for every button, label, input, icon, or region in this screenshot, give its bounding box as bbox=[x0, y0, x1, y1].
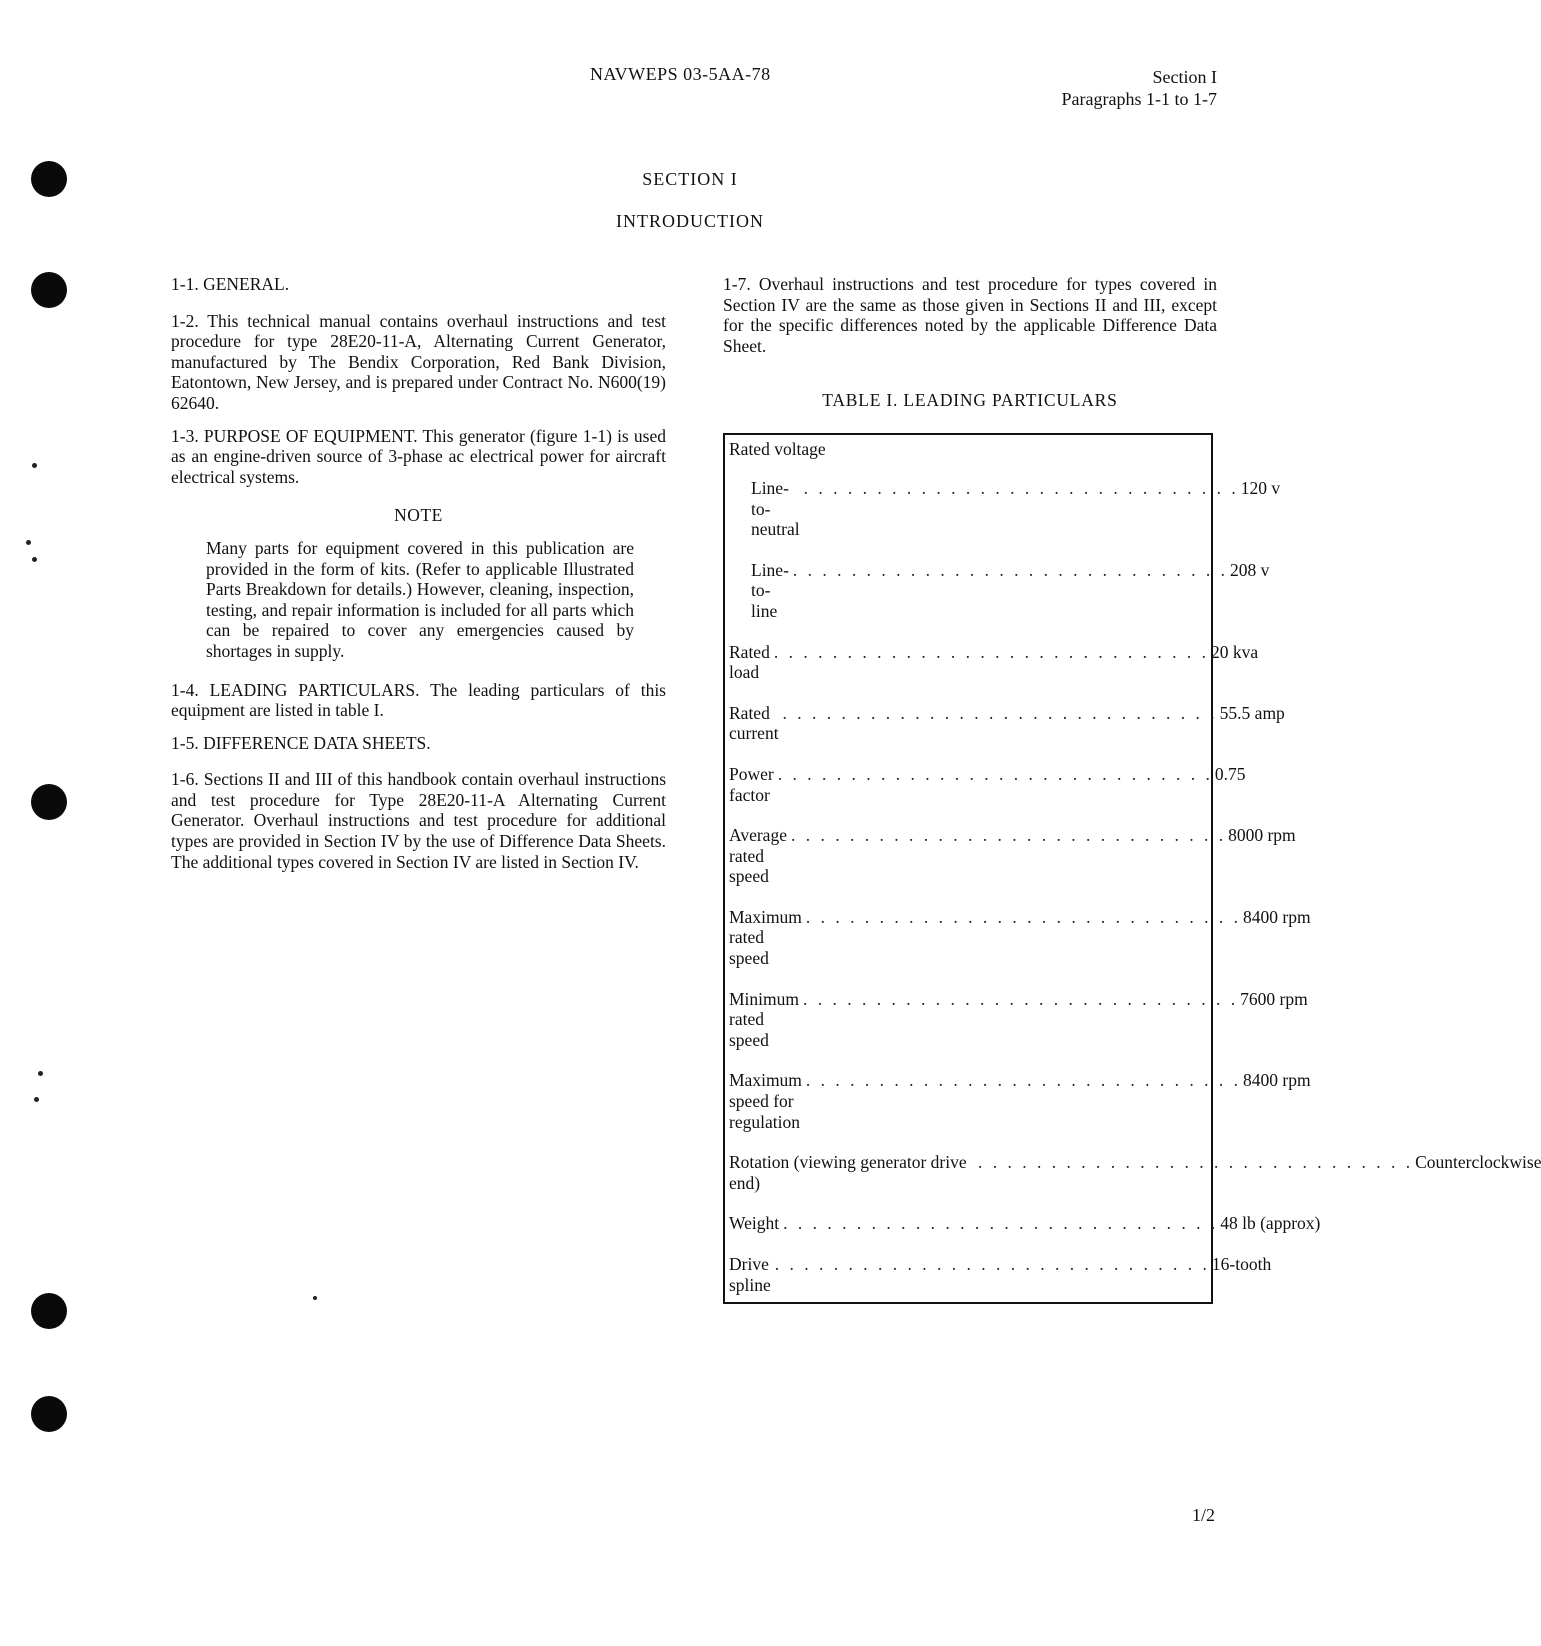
table-row-label: Maximum speed for regulation bbox=[729, 1070, 802, 1132]
table-row bbox=[729, 763, 1246, 805]
table-row-label: Weight bbox=[729, 1213, 780, 1234]
table-row bbox=[729, 641, 1259, 683]
table-row-label: Drive spline bbox=[729, 1254, 771, 1295]
right-column bbox=[723, 274, 1541, 1304]
paragraph-1-1: 1-1. GENERAL. bbox=[171, 274, 290, 294]
scan-speck bbox=[32, 463, 37, 468]
scan-speck bbox=[38, 1071, 43, 1076]
table-row-value: 8000 rpm bbox=[1228, 825, 1296, 846]
document-number: NAVWEPS 03-5AA-78 bbox=[590, 64, 771, 84]
punch-hole bbox=[31, 1396, 67, 1432]
table-row-value: 208 v bbox=[1230, 559, 1270, 580]
leader-dots: . . . . . . . . . . . . . . . . . . . . . . . . . . . . . . bbox=[803, 988, 1239, 1009]
leader-dots: . . . . . . . . . . . . . . . . . . . . . . . . . . . . . . bbox=[805, 1070, 1242, 1091]
table-row-label-cell bbox=[729, 989, 1238, 1051]
leader-dots: . . . . . . . . . . . . . . . . . . . . . . . . . . . . . . bbox=[805, 906, 1242, 927]
scan-speck bbox=[32, 557, 37, 562]
table-row-value: 120 v bbox=[1240, 477, 1281, 498]
paragraph-range: Paragraphs 1-1 to 1-7 bbox=[1061, 89, 1217, 109]
section-label: Section I bbox=[1152, 67, 1217, 87]
table-group-label: Rated voltage bbox=[729, 438, 826, 459]
table-row-value: 8400 rpm bbox=[1243, 1070, 1311, 1091]
table-row bbox=[729, 1213, 1321, 1234]
punch-hole bbox=[31, 1293, 67, 1329]
leader-dots: . . . . . . . . . . . . . . . . . . . . . . . . . . . . . . bbox=[792, 559, 1229, 580]
table-row-label: Rated current bbox=[729, 702, 779, 744]
leader-dots: . . . . . . . . . . . . . . . . . . . . . . . . . . . . . . bbox=[773, 641, 1209, 662]
table-row bbox=[729, 825, 1296, 887]
table-row-label-cell bbox=[729, 1254, 1210, 1295]
table-row-label-cell bbox=[729, 703, 1218, 744]
leading-particulars-table bbox=[723, 433, 1541, 1304]
table-row-value: 48 lb (approx) bbox=[1220, 1213, 1321, 1234]
punch-hole bbox=[31, 784, 67, 820]
leader-dots: . . . . . . . . . . . . . . . . . . . . . . . . . . . . . . bbox=[777, 763, 1213, 784]
paragraph-1-2: 1-2. This technical manual contains overhaul instructions and test procedure for type 28E20-11-A, Alternating Current Generator, manufactured by The Bendix Corporation, Red Bank Division, Eatontown, New Jersey, and is prepared under Contract No. N600(19) 62640. bbox=[171, 310, 666, 413]
table-row-label-cell bbox=[729, 1070, 1241, 1132]
leader-dots: . . . . . . . . . . . . . . . . . . . . . . . . . . . . . . bbox=[774, 1254, 1210, 1275]
table-row-value: 7600 rpm bbox=[1240, 988, 1308, 1009]
leader-dots: . . . . . . . . . . . . . . . . . . . . . . . . . . . . . . bbox=[783, 1213, 1219, 1234]
note-text: Many parts for equipment covered in this publication are provided in the form of kits. (Refer to applicable Illustrated Parts Breakdown for details.) However, cleaning, inspection, testing, and repair information is included for all parts which can be repaired to cover any emergencies caused by shortages in supply. bbox=[206, 537, 634, 661]
table-row bbox=[729, 477, 1281, 540]
table-row-label-cell bbox=[729, 1152, 1413, 1193]
table-title: TABLE I. LEADING PARTICULARS bbox=[822, 390, 1118, 411]
table-row bbox=[729, 559, 1270, 622]
table-group-row bbox=[729, 439, 1207, 460]
table-row-label: Minimum rated speed bbox=[729, 988, 800, 1050]
paragraph-1-6: 1-6. Sections II and III of this handbook contain overhaul instructions and test procedure for Type 28E20-11-A Alternating Current Generator. Overhaul instructions and test procedure for additional types are provided in Section IV by the use of Difference Data Sheets. The additional types covered in Section IV are listed in Section IV. bbox=[171, 769, 666, 872]
punch-hole bbox=[31, 272, 67, 308]
paragraph-1-4: 1-4. LEADING PARTICULARS. The leading particulars of this equipment are listed in table I. bbox=[171, 679, 666, 721]
note-label: NOTE bbox=[394, 505, 443, 526]
left-column bbox=[171, 274, 666, 884]
table-row-label: Line-to-line bbox=[751, 559, 789, 621]
leader-dots: . . . . . . . . . . . . . . . . . . . . . . . . . . . . . . bbox=[782, 702, 1218, 723]
table-row-value: 0.75 bbox=[1214, 763, 1246, 784]
table-row-value: 8400 rpm bbox=[1243, 906, 1311, 927]
table-row bbox=[729, 1070, 1311, 1132]
table-row-label: Average rated speed bbox=[729, 825, 787, 887]
table-row-label-cell bbox=[729, 642, 1209, 683]
table-row-value: 55.5 amp bbox=[1219, 702, 1285, 723]
table-row-label: Power factor bbox=[729, 763, 774, 805]
section-subtitle: INTRODUCTION bbox=[616, 211, 764, 231]
table-row-label-cell bbox=[729, 907, 1241, 969]
leader-dots: . . . . . . . . . . . . . . . . . . . . . . . . . . . . . . bbox=[790, 825, 1227, 846]
paragraph-1-3: 1-3. PURPOSE OF EQUIPMENT. This generator (figure 1-1) is used as an engine-driven source of 3-phase ac electrical power for aircraft electrical systems. bbox=[171, 425, 666, 487]
section-title: SECTION I bbox=[642, 169, 738, 189]
section-reference bbox=[1062, 66, 1217, 110]
table-row-value: Counterclockwise bbox=[1415, 1152, 1541, 1173]
leader-dots: . . . . . . . . . . . . . . . . . . . . . . . . . . . . . . bbox=[803, 477, 1239, 498]
table-row-label: Maximum rated speed bbox=[729, 906, 802, 969]
table-row bbox=[729, 702, 1285, 744]
table-row bbox=[729, 906, 1311, 969]
table-row-label-cell bbox=[729, 560, 1228, 622]
table-row bbox=[729, 1152, 1541, 1193]
table-row-value: 16-tooth bbox=[1211, 1254, 1272, 1275]
scan-speck bbox=[313, 1296, 317, 1300]
table-row-label: Rated load bbox=[729, 641, 770, 683]
table-row-label-cell bbox=[729, 1213, 1218, 1234]
paragraph-1-7: 1-7. Overhaul instructions and test procedure for types covered in Section IV are the same as those given in Sections II and III, except for the specific differences noted by the applicable Difference Data Sheet. bbox=[723, 274, 1217, 356]
table-row-label: Rotation (viewing generator drive end) bbox=[729, 1152, 967, 1193]
scan-speck bbox=[34, 1097, 39, 1102]
table-row-label-cell bbox=[729, 478, 1239, 540]
page-number: 1/2 bbox=[1191, 1505, 1215, 1525]
table-row-label-cell bbox=[729, 764, 1213, 805]
table-rows bbox=[729, 477, 1541, 1296]
scan-speck bbox=[26, 540, 31, 545]
table-row bbox=[729, 1254, 1272, 1295]
table-row-label-cell bbox=[729, 825, 1226, 887]
paragraph-1-5: 1-5. DIFFERENCE DATA SHEETS. bbox=[171, 732, 431, 753]
table-row-value: 20 kva bbox=[1210, 641, 1259, 662]
leader-dots: . . . . . . . . . . . . . . . . . . . . . . . . . . . . . . bbox=[978, 1152, 1414, 1173]
table-row bbox=[729, 988, 1308, 1051]
table-row-label: Line-to-neutral bbox=[751, 477, 800, 540]
